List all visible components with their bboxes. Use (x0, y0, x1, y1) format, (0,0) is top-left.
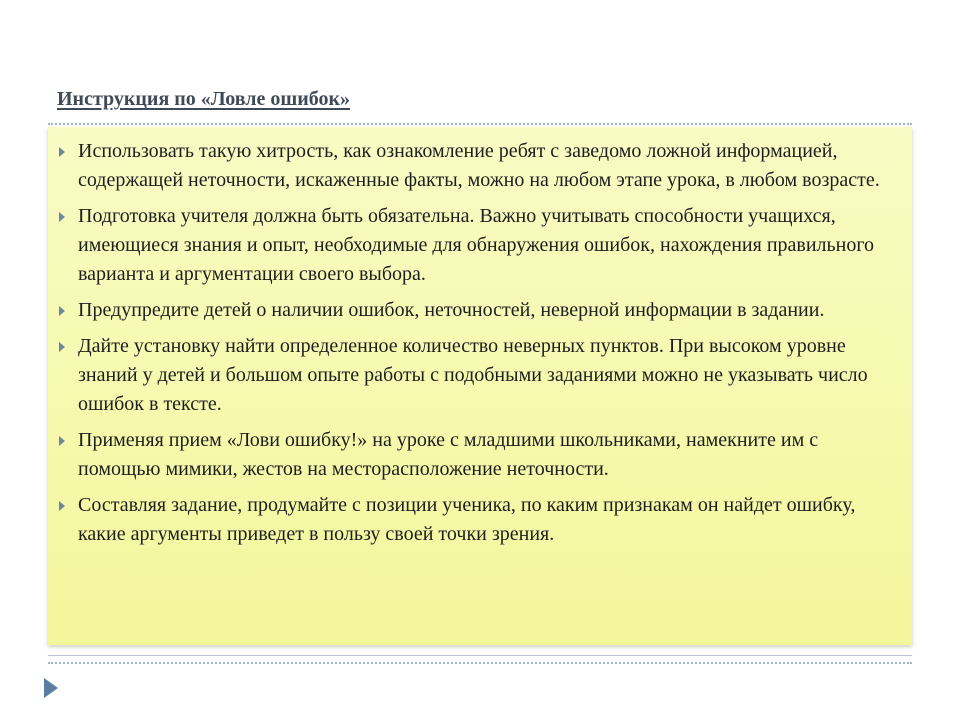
triangle-right-icon (59, 212, 65, 222)
list-item (78, 296, 892, 325)
list-item (78, 426, 892, 484)
list-item (78, 332, 892, 419)
bullet-text: Дайте установку найти определенное количество неверных пунктов. При высоком уровне знаний у детей и большом опыте работы с подобными заданиями можно не указывать число ошибок в тексте. (78, 335, 868, 415)
triangle-right-icon (59, 342, 65, 352)
play-triangle-icon[interactable] (44, 678, 58, 698)
bottom-divider-solid (48, 655, 912, 656)
bottom-divider-dotted (48, 662, 912, 664)
bullet-text: Использовать такую хитрость, как ознакомление ребят с заведомо ложной информацией, содержащей неточности, искаженные факты, можно на любом этапе урока, в любом возрасте. (78, 140, 880, 191)
slide-title: Инструкция по «Ловле ошибок» (57, 88, 351, 110)
bullet-list (48, 127, 912, 549)
triangle-right-icon (59, 306, 65, 316)
bullet-text: Составляя задание, продумайте с позиции ученика, по каким признакам он найдет ошибку, какие аргументы приведет в пользу своей точки зрения. (78, 494, 856, 545)
list-item (78, 202, 892, 289)
triangle-right-icon (59, 501, 65, 511)
top-divider (48, 123, 912, 125)
triangle-right-icon (59, 147, 65, 157)
bullet-text: Подготовка учителя должна быть обязательна. Важно учитывать способности учащихся, имеющиеся знания и опыт, необходимые для обнаружения ошибок, нахождения правильного варианта и аргументации своего выбора. (78, 205, 875, 285)
bullet-text: Предупредите детей о наличии ошибок, неточностей, неверной информации в задании. (78, 299, 825, 321)
list-item (78, 137, 892, 195)
bullet-text: Применяя прием «Лови ошибку!» на уроке с младшими школьниками, намекните им с помощью мимики, жестов на месторасположение неточности. (78, 429, 819, 480)
triangle-right-icon (59, 436, 65, 446)
list-item (78, 491, 892, 549)
content-box (48, 127, 912, 645)
